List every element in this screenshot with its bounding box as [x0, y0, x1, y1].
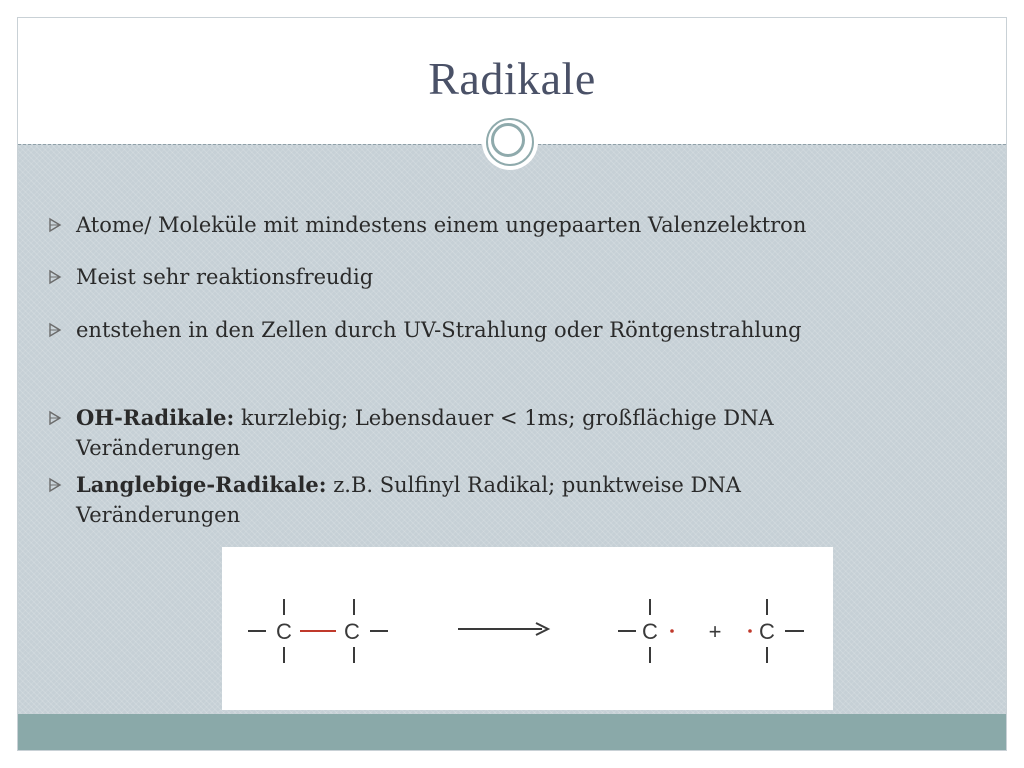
bullet-item: [47, 403, 847, 463]
slide: [17, 17, 1007, 751]
right-radical-1: [618, 599, 674, 663]
bullet-bold-label: Langlebige-Radikale:: [76, 472, 327, 497]
arrow-bullet-icon: [47, 322, 63, 338]
plus-sign: +: [708, 619, 722, 644]
bullet-item: [47, 470, 847, 530]
divider-ring-icon: [482, 114, 538, 170]
arrow-bullet-icon: [47, 410, 63, 426]
reaction-arrow-icon: [458, 623, 548, 635]
content-area: [18, 144, 1006, 717]
radical-formation-diagram: [222, 547, 833, 710]
diagram-svg: [222, 547, 833, 710]
unpaired-electron-dot: [670, 629, 674, 633]
carbon-atom-label: C: [276, 619, 292, 644]
bullet-text: z.B. Sulfinyl Radikal; punktweise DNA Veränderungen: [76, 473, 741, 527]
right-radical-2: [748, 599, 804, 663]
carbon-atom-label: C: [642, 619, 658, 644]
arrow-bullet-icon: [47, 217, 63, 233]
bullet-bold-label: OH-Radikale:: [76, 405, 235, 430]
bullet-text: kurzlebig; Lebensdauer < 1ms; großflächige DNA Veränderungen: [76, 406, 774, 460]
carbon-atom-label: C: [344, 619, 360, 644]
unpaired-electron-dot: [748, 629, 752, 633]
carbon-atom-label: C: [759, 619, 775, 644]
bullet-item: [47, 262, 847, 292]
footer-bar: [18, 714, 1006, 750]
bullet-text: Atome/ Moleküle mit mindestens einem ungepaarten Valenzelektron: [76, 213, 807, 237]
arrow-bullet-icon: [47, 477, 63, 493]
bullet-item: [47, 210, 847, 240]
arrow-bullet-icon: [47, 269, 63, 285]
bullet-item: [47, 315, 847, 345]
left-molecule: [248, 599, 388, 663]
bullet-text: Meist sehr reaktionsfreudig: [76, 265, 374, 289]
bullet-text: entstehen in den Zellen durch UV-Strahlung oder Röntgenstrahlung: [76, 318, 802, 342]
slide-title: Radikale: [428, 53, 596, 104]
